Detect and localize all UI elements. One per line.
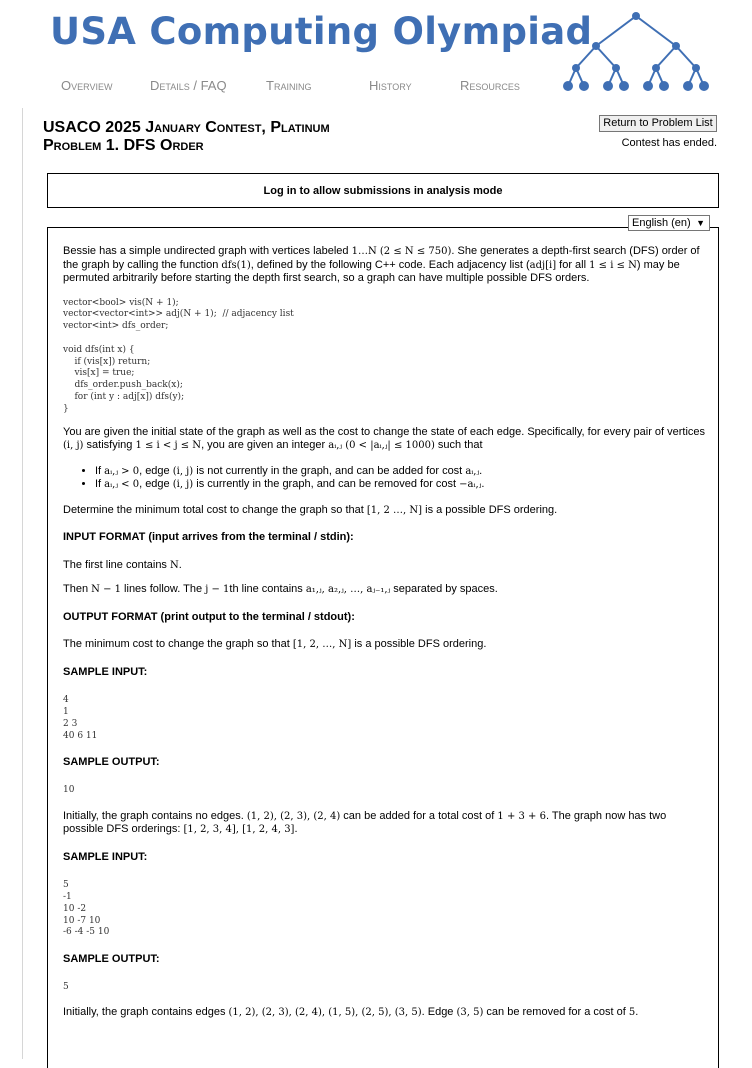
code-block-declarations: vector<bool> vis(N + 1); vector<vector<int>> adj(N + 1); // adjacency list vector<int> dfs_order; <box>63 297 294 332</box>
sample-output-2: 5 <box>63 981 69 992</box>
problem-intro: Bessie has a simple undirected graph with vertices labeled 1…N (2 ≤ N ≤ 750). She generates a depth-first search (DFS) order of the graph by calling the function dfs(1), defined by the following C++ code. Each adjacency list (adj[i] for all 1 ≤ i ≤ N) may be permuted arbitrarily before starting the depth first search, so a graph can have multiple possible DFS orders. <box>63 245 700 284</box>
sample-output-heading: SAMPLE OUTPUT: <box>63 953 160 966</box>
condition-list <box>63 465 708 492</box>
nav-resources[interactable]: Resources <box>460 78 520 93</box>
sample-input-2: 5 -1 10 -2 10 -7 10 -6 -4 -5 10 <box>63 880 110 938</box>
code-block-dfs: void dfs(int x) { if (vis[x]) return; vis[x] = true; dfs_order.push_back(x); for (int y : adj[x]) dfs(y); } <box>63 344 185 414</box>
output-format-heading: OUTPUT FORMAT (print output to the terminal / stdout): <box>63 610 355 623</box>
chevron-down-icon: ▼ <box>696 218 705 228</box>
main-nav <box>0 78 560 96</box>
problem-title: Problem 1. DFS Order <box>43 137 204 154</box>
sample-input-heading: SAMPLE INPUT: <box>63 665 148 678</box>
problem-given: You are given the initial state of the graph as well as the cost to change the state of each edge. Specifically, for every pair of vertices (i, j) satisfying 1 ≤ i < j ≤ N, you are given an integer aᵢ,ⱼ (0 < |aᵢ,ⱼ| ≤ 1000) such that <box>63 425 706 452</box>
sample-output-1: 10 <box>63 784 75 795</box>
list-item: • If aᵢ,ⱼ < 0, edge (i, j) is currently in the graph, and can be removed for cost −aᵢ,ⱼ. <box>95 478 708 492</box>
contest-title-line-1: USACO 2025 January Contest, Platinum <box>43 119 330 136</box>
nav-overview[interactable]: Overview <box>61 78 113 93</box>
usaco-tree-logo-icon <box>562 8 710 96</box>
input-format-line-1: The first line contains N. <box>63 558 182 571</box>
sample-input-1: 4 1 2 3 40 6 11 <box>63 695 98 741</box>
site-title[interactable]: USA Computing Olympiad <box>50 10 593 53</box>
problem-statement <box>63 245 708 1020</box>
sample-1-explanation: Initially, the graph contains no edges. (1, 2), (2, 3), (2, 4) can be added for a total cost of 1 + 3 + 6. The graph now has two possible DFS orderings: [1, 2, 3, 4], [1, 2, 4, 3]. <box>63 809 667 836</box>
input-format-heading: INPUT FORMAT (input arrives from the terminal / stdin): <box>63 531 354 544</box>
language-select-value: English (en) <box>632 217 691 229</box>
nav-details-faq[interactable]: Details / FAQ <box>150 78 227 93</box>
site-header <box>0 0 752 110</box>
return-to-problem-list-button[interactable]: Return to Problem List <box>599 115 717 132</box>
sample-input-heading: SAMPLE INPUT: <box>63 850 148 863</box>
input-format-line-2: Then N − 1 lines follow. The j − 1th line contains a₁,ⱼ, a₂,ⱼ, …, aⱼ₋₁,ⱼ separated by spaces. <box>63 583 498 596</box>
list-item: • If aᵢ,ⱼ > 0, edge (i, j) is not currently in the graph, and can be added for cost aᵢ,ⱼ. <box>95 465 708 479</box>
output-format-text: The minimum cost to change the graph so that [1, 2, …, N] is a possible DFS ordering. <box>63 638 487 651</box>
problem-determine: Determine the minimum total cost to change the graph so that [1, 2 …, N] is a possible DFS ordering. <box>63 503 558 516</box>
nav-history[interactable]: History <box>369 78 412 93</box>
contest-status: Contest has ended. <box>621 137 717 149</box>
sample-2-explanation: Initially, the graph contains edges (1, 2), (2, 3), (2, 4), (1, 5), (2, 5), (3, 5). Edge (3, 5) can be removed for a cost of 5. <box>63 1006 639 1019</box>
language-select[interactable] <box>628 215 710 231</box>
contest-title <box>43 119 330 155</box>
login-message-box: Log in to allow submissions in analysis mode <box>47 173 719 208</box>
nav-training[interactable]: Training <box>266 78 312 93</box>
page-left-rule <box>22 108 23 1059</box>
sample-output-heading: SAMPLE OUTPUT: <box>63 756 160 769</box>
